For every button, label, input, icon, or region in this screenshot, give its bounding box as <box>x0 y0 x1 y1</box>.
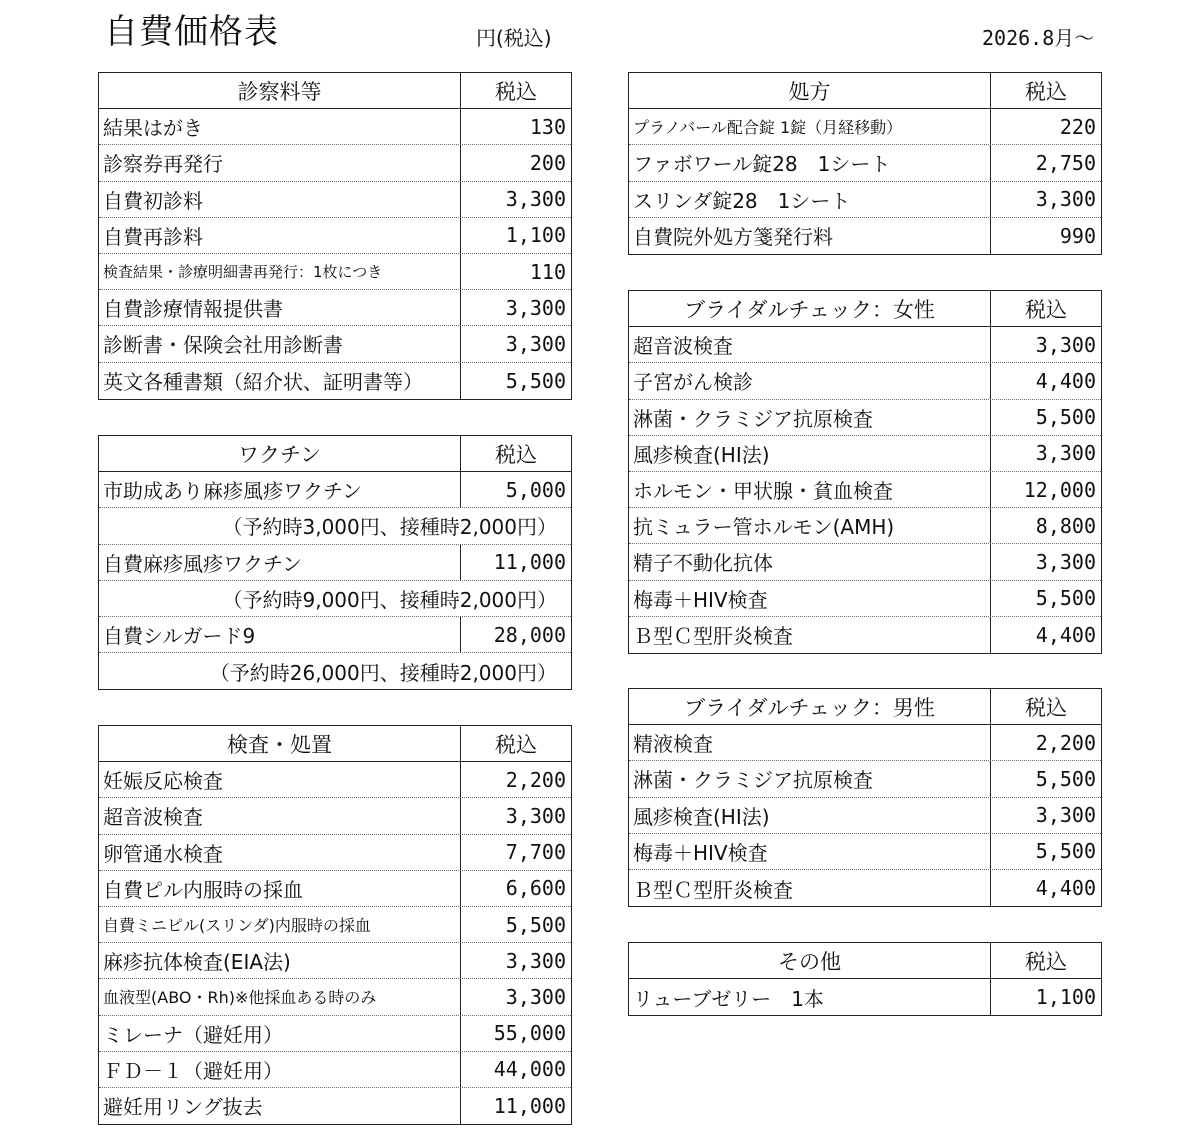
table-row <box>99 871 571 907</box>
item-price: 3,300 <box>460 326 571 361</box>
item-name: ミレーナ（避妊用） <box>103 1022 283 1047</box>
item-name: Ｂ型Ｃ型肝炎検査 <box>633 624 793 649</box>
item-price: 12,000 <box>990 472 1101 507</box>
item-name: 精子不動化抗体 <box>633 551 773 576</box>
table-row <box>99 545 571 581</box>
table-row <box>99 182 571 218</box>
item-name: 市助成あり麻疹風疹ワクチン <box>103 479 362 504</box>
item-price: 3,300 <box>990 544 1101 579</box>
table-row <box>99 943 571 979</box>
table-row <box>629 581 1101 617</box>
item-name: 風疹検査(HI法) <box>633 442 770 467</box>
table-title: 検査・処置 <box>227 732 332 757</box>
item-name: 診断書・保険会社用診断書 <box>103 333 343 358</box>
item-price: 55,000 <box>460 1016 571 1051</box>
item-price: 5,500 <box>990 761 1101 796</box>
test-procedure-table <box>98 725 572 1125</box>
table-title: 診察料等 <box>237 79 322 104</box>
table-header <box>629 73 1101 109</box>
price-column-header: 税込 <box>990 943 1101 978</box>
item-price: 3,300 <box>990 327 1101 362</box>
bridal-check-male-table <box>628 688 1102 907</box>
item-price: 7,700 <box>460 835 571 870</box>
table-row <box>629 400 1101 436</box>
item-name: 子宮がん検診 <box>633 370 753 395</box>
table-row <box>629 979 1101 1015</box>
price-column-header: 税込 <box>460 726 571 761</box>
item-price: 1,100 <box>990 979 1101 1015</box>
table-title: その他 <box>778 949 841 974</box>
item-price: 28,000 <box>460 617 571 652</box>
table-row <box>629 508 1101 544</box>
item-name: 検査結果・診療明細書再発行：1枚につき <box>103 263 383 282</box>
item-name: 自費麻疹風疹ワクチン <box>103 551 302 576</box>
vaccine-table <box>98 435 572 690</box>
table-row <box>99 472 571 508</box>
item-price: 44,000 <box>460 1052 571 1087</box>
consultation-fee-table <box>98 72 572 400</box>
table-row <box>99 617 571 653</box>
item-name: 抗ミュラー管ホルモン(AMH) <box>633 515 895 540</box>
price-column-header: 税込 <box>990 291 1101 326</box>
item-name: 自費ピル内服時の採血 <box>103 877 303 902</box>
item-name: 自費再診料 <box>103 224 203 249</box>
prescription-table <box>628 72 1102 255</box>
item-name: 避妊用リング抜去 <box>103 1095 263 1120</box>
item-price: 2,750 <box>990 145 1101 180</box>
price-column-header: 税込 <box>990 73 1101 108</box>
item-price: 3,300 <box>460 798 571 833</box>
item-price: 3,300 <box>460 943 571 978</box>
item-name: 自費院外処方箋発行料 <box>633 225 833 250</box>
table-header <box>629 943 1101 979</box>
payment-note: （予約時26,000円、接種時2,000円） <box>209 660 557 685</box>
table-row <box>99 363 571 399</box>
table-row <box>629 725 1101 761</box>
item-price: 5,000 <box>460 472 571 507</box>
item-price: 200 <box>460 145 571 180</box>
table-row <box>99 145 571 181</box>
table-row <box>99 326 571 362</box>
item-name: 自費ミニピル(スリンダ)内服時の採血 <box>103 916 371 936</box>
item-name: 超音波検査 <box>103 805 203 830</box>
table-header <box>99 436 571 472</box>
table-row <box>629 544 1101 580</box>
item-price: 3,300 <box>990 436 1101 471</box>
item-price: 3,300 <box>460 290 571 325</box>
item-name: 診察券再発行 <box>103 152 223 177</box>
item-name: 自費シルガード9 <box>103 624 256 649</box>
item-name: 卵管通水検査 <box>103 841 223 866</box>
payment-note: （予約時3,000円、接種時2,000円） <box>222 515 557 540</box>
table-row <box>99 254 571 290</box>
item-price: 130 <box>460 109 571 144</box>
table-header <box>629 291 1101 327</box>
table-row <box>629 327 1101 363</box>
item-name: Ｂ型Ｃ型肝炎検査 <box>633 877 793 902</box>
item-price: 5,500 <box>460 363 571 399</box>
item-price: 5,500 <box>990 581 1101 616</box>
table-row <box>99 1052 571 1088</box>
item-price: 4,400 <box>990 363 1101 398</box>
item-price: 220 <box>990 109 1101 144</box>
item-name: 自費診療情報提供書 <box>103 297 283 322</box>
item-name: ホルモン・甲状腺・貧血検査 <box>633 479 893 504</box>
table-row <box>99 1016 571 1052</box>
item-price: 11,000 <box>460 1088 571 1124</box>
table-row <box>629 436 1101 472</box>
item-price: 2,200 <box>990 725 1101 760</box>
table-row <box>99 581 571 617</box>
table-row <box>629 870 1101 906</box>
item-price: 110 <box>460 254 571 289</box>
other-table <box>628 942 1102 1016</box>
table-title: ワクチン <box>238 442 321 467</box>
table-row <box>99 835 571 871</box>
table-row <box>629 145 1101 181</box>
effective-date: 2026.8月～ <box>982 26 1095 50</box>
table-row <box>629 109 1101 145</box>
item-price: 990 <box>990 218 1101 254</box>
table-row <box>99 907 571 943</box>
item-name: ＦＤ－１（避妊用） <box>103 1058 283 1083</box>
table-row <box>99 798 571 834</box>
table-row <box>99 762 571 798</box>
table-row <box>99 979 571 1015</box>
table-row <box>629 472 1101 508</box>
table-row <box>629 617 1101 653</box>
table-row <box>99 653 571 689</box>
unit-label: 円(税込) <box>476 26 552 50</box>
item-name: スリンダ錠28 1シート <box>633 188 851 213</box>
table-row <box>99 218 571 254</box>
item-price: 4,400 <box>990 870 1101 906</box>
table-row <box>629 798 1101 834</box>
table-header <box>629 689 1101 725</box>
table-row <box>99 508 571 544</box>
item-price: 3,300 <box>990 182 1101 217</box>
price-column-header: 税込 <box>990 689 1101 724</box>
item-price: 5,500 <box>990 400 1101 435</box>
table-row <box>629 761 1101 797</box>
item-name: 麻疹抗体検査(EIA法) <box>103 950 291 975</box>
bridal-check-female-table <box>628 290 1102 654</box>
table-row <box>99 290 571 326</box>
item-name: 超音波検査 <box>633 334 733 359</box>
table-title: 処方 <box>788 79 831 104</box>
page-title: 自費価格表 <box>104 12 279 52</box>
item-name: 淋菌・クラミジア抗原検査 <box>633 768 873 793</box>
table-title: ブライダルチェック：女性 <box>684 297 935 322</box>
table-row <box>629 363 1101 399</box>
item-name: 精液検査 <box>633 732 713 757</box>
item-name: リューブゼリー 1本 <box>633 986 824 1011</box>
table-header <box>99 726 571 762</box>
item-price: 11,000 <box>460 545 571 580</box>
item-name: 妊娠反応検査 <box>103 769 223 794</box>
table-row <box>629 218 1101 254</box>
price-column-header: 税込 <box>460 436 571 471</box>
item-name: 血液型(ABO・Rh)※他採血ある時のみ <box>103 988 377 1008</box>
item-price: 4,400 <box>990 617 1101 653</box>
item-name: プラノバール配合錠 1錠（月経移動） <box>633 118 903 138</box>
table-row <box>99 1088 571 1124</box>
item-price: 2,200 <box>460 762 571 797</box>
item-price: 3,300 <box>990 798 1101 833</box>
item-name: 梅毒＋HIV検査 <box>633 587 768 612</box>
item-price: 5,500 <box>460 907 571 942</box>
table-header <box>99 73 571 109</box>
item-price: 1,100 <box>460 218 571 253</box>
item-name: 風疹検査(HI法) <box>633 804 770 829</box>
item-name: 梅毒＋HIV検査 <box>633 840 768 865</box>
table-row <box>629 182 1101 218</box>
item-price: 6,600 <box>460 871 571 906</box>
table-title: ブライダルチェック：男性 <box>684 695 935 720</box>
item-name: 結果はがき <box>103 116 203 141</box>
item-price: 8,800 <box>990 508 1101 543</box>
table-row <box>629 834 1101 870</box>
payment-note: （予約時9,000円、接種時2,000円） <box>222 587 557 612</box>
item-name: 英文各種書類（紹介状、証明書等） <box>103 370 423 395</box>
item-price: 3,300 <box>460 182 571 217</box>
item-price: 3,300 <box>460 979 571 1014</box>
item-name: ファボワール錠28 1シート <box>633 152 891 177</box>
item-name: 自費初診料 <box>103 188 203 213</box>
item-price: 5,500 <box>990 834 1101 869</box>
item-name: 淋菌・クラミジア抗原検査 <box>633 406 873 431</box>
price-column-header: 税込 <box>460 73 571 108</box>
table-row <box>99 109 571 145</box>
